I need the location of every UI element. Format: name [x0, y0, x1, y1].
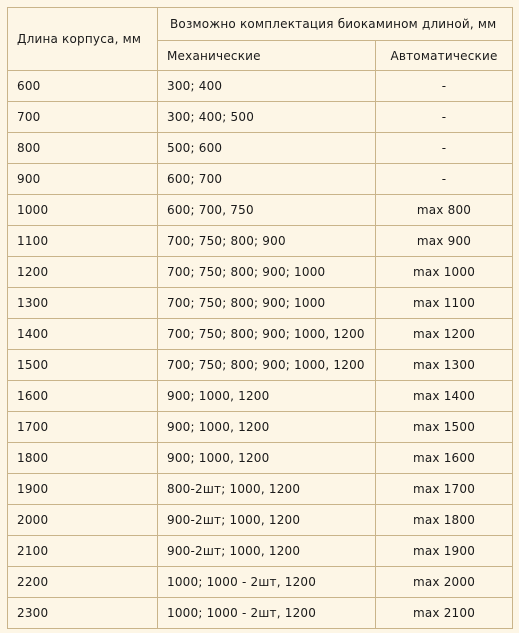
- table-row: [8, 133, 513, 164]
- length-cell: 600: [8, 71, 158, 102]
- mechanical-cell: 1000; 1000 - 2шт, 1200: [158, 567, 376, 598]
- automatic-cell: max 1800: [376, 505, 513, 536]
- table-body: [8, 71, 513, 629]
- automatic-cell: max 1000: [376, 257, 513, 288]
- length-cell: 1400: [8, 319, 158, 350]
- mechanical-cell: 700; 750; 800; 900; 1000: [158, 288, 376, 319]
- length-cell: 900: [8, 164, 158, 195]
- mechanical-cell: 1000; 1000 - 2шт, 1200: [158, 598, 376, 629]
- automatic-cell: max 1700: [376, 474, 513, 505]
- automatic-cell: max 800: [376, 195, 513, 226]
- biofireplace-table: [7, 7, 513, 629]
- length-cell: 2000: [8, 505, 158, 536]
- automatic-cell: max 2000: [376, 567, 513, 598]
- automatic-cell: -: [376, 133, 513, 164]
- mechanical-cell: 300; 400: [158, 71, 376, 102]
- mechanical-cell: 900-2шт; 1000, 1200: [158, 505, 376, 536]
- table-row: [8, 443, 513, 474]
- mechanical-cell: 700; 750; 800; 900; 1000, 1200: [158, 319, 376, 350]
- automatic-cell: max 1900: [376, 536, 513, 567]
- length-cell: 2300: [8, 598, 158, 629]
- table-header: [8, 8, 513, 71]
- mechanical-cell: 600; 700: [158, 164, 376, 195]
- automatic-cell: -: [376, 71, 513, 102]
- header-row-top: [8, 8, 513, 41]
- length-cell: 1100: [8, 226, 158, 257]
- length-cell: 2100: [8, 536, 158, 567]
- length-cell: 1200: [8, 257, 158, 288]
- automatic-cell: max 1500: [376, 412, 513, 443]
- table-row: [8, 350, 513, 381]
- mechanical-cell: 900; 1000, 1200: [158, 412, 376, 443]
- table-row: [8, 71, 513, 102]
- table-row: [8, 412, 513, 443]
- mechanical-column-header: Механические: [158, 41, 376, 71]
- mechanical-cell: 500; 600: [158, 133, 376, 164]
- length-cell: 2200: [8, 567, 158, 598]
- mechanical-cell: 300; 400; 500: [158, 102, 376, 133]
- automatic-cell: max 1300: [376, 350, 513, 381]
- mechanical-cell: 700; 750; 800; 900: [158, 226, 376, 257]
- automatic-cell: max 1100: [376, 288, 513, 319]
- length-cell: 1600: [8, 381, 158, 412]
- length-column-header: Длина корпуса, мм: [8, 8, 158, 71]
- mechanical-cell: 900-2шт; 1000, 1200: [158, 536, 376, 567]
- mechanical-cell: 700; 750; 800; 900; 1000, 1200: [158, 350, 376, 381]
- table-row: [8, 102, 513, 133]
- table-row: [8, 195, 513, 226]
- automatic-column-header: Автоматические: [376, 41, 513, 71]
- options-group-header: Возможно комплектация биокамином длиной, мм: [158, 8, 513, 41]
- table-row: [8, 226, 513, 257]
- automatic-cell: max 1600: [376, 443, 513, 474]
- mechanical-cell: 900; 1000, 1200: [158, 381, 376, 412]
- automatic-cell: -: [376, 102, 513, 133]
- table-row: [8, 319, 513, 350]
- automatic-cell: max 1400: [376, 381, 513, 412]
- mechanical-cell: 600; 700, 750: [158, 195, 376, 226]
- mechanical-cell: 800-2шт; 1000, 1200: [158, 474, 376, 505]
- table-row: [8, 474, 513, 505]
- length-cell: 1500: [8, 350, 158, 381]
- table-row: [8, 598, 513, 629]
- table-row: [8, 505, 513, 536]
- automatic-cell: -: [376, 164, 513, 195]
- mechanical-cell: 900; 1000, 1200: [158, 443, 376, 474]
- table-row: [8, 257, 513, 288]
- length-cell: 1800: [8, 443, 158, 474]
- length-cell: 1300: [8, 288, 158, 319]
- length-cell: 1700: [8, 412, 158, 443]
- length-cell: 800: [8, 133, 158, 164]
- mechanical-cell: 700; 750; 800; 900; 1000: [158, 257, 376, 288]
- table-row: [8, 288, 513, 319]
- table-row: [8, 567, 513, 598]
- length-cell: 1900: [8, 474, 158, 505]
- table-row: [8, 381, 513, 412]
- table-row: [8, 536, 513, 567]
- automatic-cell: max 1200: [376, 319, 513, 350]
- automatic-cell: max 2100: [376, 598, 513, 629]
- length-cell: 700: [8, 102, 158, 133]
- table-row: [8, 164, 513, 195]
- automatic-cell: max 900: [376, 226, 513, 257]
- length-cell: 1000: [8, 195, 158, 226]
